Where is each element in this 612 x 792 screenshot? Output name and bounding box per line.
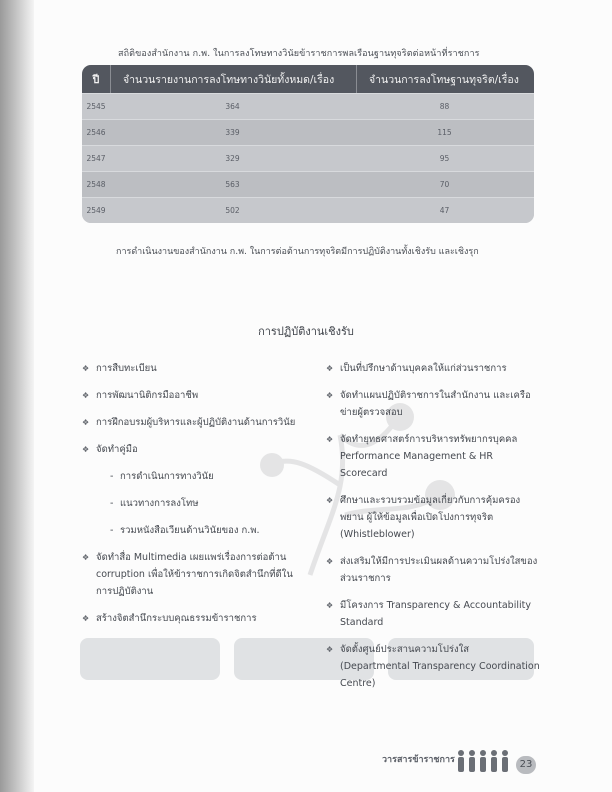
page-number: 23 xyxy=(516,756,536,774)
diamond-bullet-icon: ❖ xyxy=(326,557,334,566)
list-item-text: มีโครงการ Transparency & Accountability Standard xyxy=(340,600,531,628)
cell-corruption: 95 xyxy=(439,154,450,163)
list-item-text: ศึกษาและรวบรวมข้อมูลเกี่ยวกับการคุ้มครองพยาน ผู้ให้ข้อมูลเพื่อเปิดโปงการทุจริต (Whistleblower) xyxy=(340,495,521,540)
book-binding-shadow xyxy=(0,0,34,792)
cell-total: 502 xyxy=(225,206,240,215)
table-caption: สถิติของสำนักงาน ก.พ. ในการลงโทษทางวินัยข้าราชการพลเรือนฐานทุจริตต่อหน้าที่ราชการ xyxy=(118,49,480,59)
cell-total: 329 xyxy=(225,154,240,163)
table-row xyxy=(82,145,534,171)
list-item xyxy=(82,387,302,404)
table-header-row xyxy=(82,65,534,93)
list-item xyxy=(326,431,541,482)
list-item-text: จัดทำแผนปฏิบัติราชการในสำนักงาน และเครือข่ายผู้ตรวจสอบ xyxy=(340,390,531,418)
diamond-bullet-icon: ❖ xyxy=(82,418,90,427)
people-logo-icon xyxy=(455,748,525,774)
diamond-bullet-icon: ❖ xyxy=(326,645,334,654)
list-item-text: สร้างจิตสำนึกระบบคุณธรรมข้าราชการ xyxy=(96,613,257,624)
diamond-bullet-icon: ❖ xyxy=(82,364,90,373)
list-item-text: จัดทำยุทธศาสตร์การบริหารทรัพยากรบุคคล Performance Management & HR Scorecard xyxy=(340,434,518,479)
cell-year: 2549 xyxy=(86,206,106,215)
list-item xyxy=(326,360,541,377)
cell-total: 339 xyxy=(225,128,240,137)
list-item xyxy=(326,597,541,631)
cell-year: 2545 xyxy=(86,102,106,111)
list-item-text: ส่งเสริมให้มีการประเมินผลด้านความโปร่งใสของส่วนราชการ xyxy=(340,556,538,584)
section-title: การปฏิบัติงานเชิงรับ xyxy=(258,325,354,338)
dash-bullet-icon: - xyxy=(110,471,114,482)
cell-corruption: 88 xyxy=(439,102,450,111)
cell-corruption: 47 xyxy=(439,206,450,215)
list-item xyxy=(326,641,541,692)
sub-list-item xyxy=(110,522,302,539)
list-item-text: จัดทำคู่มือ xyxy=(96,444,138,455)
diamond-bullet-icon: ❖ xyxy=(82,553,90,562)
diamond-bullet-icon: ❖ xyxy=(82,614,90,623)
list-item xyxy=(326,553,541,587)
list-item-text: เป็นที่ปรึกษาด้านบุคคลให้แก่ส่วนราชการ xyxy=(340,363,507,374)
table-row xyxy=(82,197,534,223)
right-column xyxy=(326,360,541,702)
sub-item-text: การดำเนินการทางวินัย xyxy=(120,471,214,482)
list-item-text: จัดตั้งศูนย์ประสานความโปร่งใส (Departmental Transparency Coordination Centre) xyxy=(340,644,540,689)
table-row xyxy=(82,93,534,119)
list-item xyxy=(82,549,302,600)
sub-list-item xyxy=(110,468,302,485)
cell-year: 2547 xyxy=(86,154,106,163)
discipline-statistics-table xyxy=(82,65,534,223)
list-item xyxy=(82,610,302,627)
sub-item-text: แนวทางการลงโทษ xyxy=(120,498,199,509)
left-column xyxy=(82,360,302,637)
list-item-text: จัดทำสื่อ Multimedia เผยแพร่เรื่องการต่อต้าน corruption เพื่อให้ข้าราชการเกิดจิตสำนึกที่ดีในการปฏิบัติงาน xyxy=(96,552,293,597)
list-item xyxy=(326,387,541,421)
journal-footer-title: วารสารข้าราชการ xyxy=(382,755,455,765)
diamond-bullet-icon: ❖ xyxy=(326,435,334,444)
header-year: ปี xyxy=(92,73,100,86)
diamond-bullet-icon: ❖ xyxy=(326,601,334,610)
cell-total: 364 xyxy=(225,102,240,111)
cell-year: 2548 xyxy=(86,180,106,189)
list-item xyxy=(82,360,302,377)
diamond-bullet-icon: ❖ xyxy=(326,496,334,505)
operations-note: การดำเนินงานของสำนักงาน ก.พ. ในการต่อต้านการทุจริตมีการปฏิบัติงานทั้งเชิงรับ และเชิงรุก xyxy=(116,247,479,257)
table-row xyxy=(82,119,534,145)
list-item-text: การพัฒนานิติกรมืออาชีพ xyxy=(96,390,199,401)
table-body xyxy=(82,93,534,223)
list-item-text: การฝึกอบรมผู้บริหารและผู้ปฏิบัติงานด้านการวินัย xyxy=(96,417,296,428)
dash-bullet-icon: - xyxy=(110,525,114,536)
cell-corruption: 70 xyxy=(439,180,450,189)
list-item xyxy=(82,441,302,458)
header-corruption-cases: จำนวนการลงโทษฐานทุจริต/เรื่อง xyxy=(369,73,519,86)
diamond-bullet-icon: ❖ xyxy=(82,391,90,400)
list-item xyxy=(82,414,302,431)
list-item-text: การสืบทะเบียน xyxy=(96,363,157,374)
diamond-bullet-icon: ❖ xyxy=(82,445,90,454)
diamond-bullet-icon: ❖ xyxy=(326,364,334,373)
header-total-cases: จำนวนรายงานการลงโทษทางวินัยทั้งหมด/เรื่อง xyxy=(123,73,335,86)
table-row xyxy=(82,171,534,197)
dash-bullet-icon: - xyxy=(110,498,114,509)
sub-list-item xyxy=(110,495,302,512)
background-card xyxy=(80,638,220,680)
cell-corruption: 115 xyxy=(437,128,452,137)
cell-year: 2546 xyxy=(86,128,106,137)
sub-item-text: รวมหนังสือเวียนด้านวินัยของ ก.พ. xyxy=(120,525,260,536)
list-item xyxy=(326,492,541,543)
cell-total: 563 xyxy=(225,180,240,189)
diamond-bullet-icon: ❖ xyxy=(326,391,334,400)
